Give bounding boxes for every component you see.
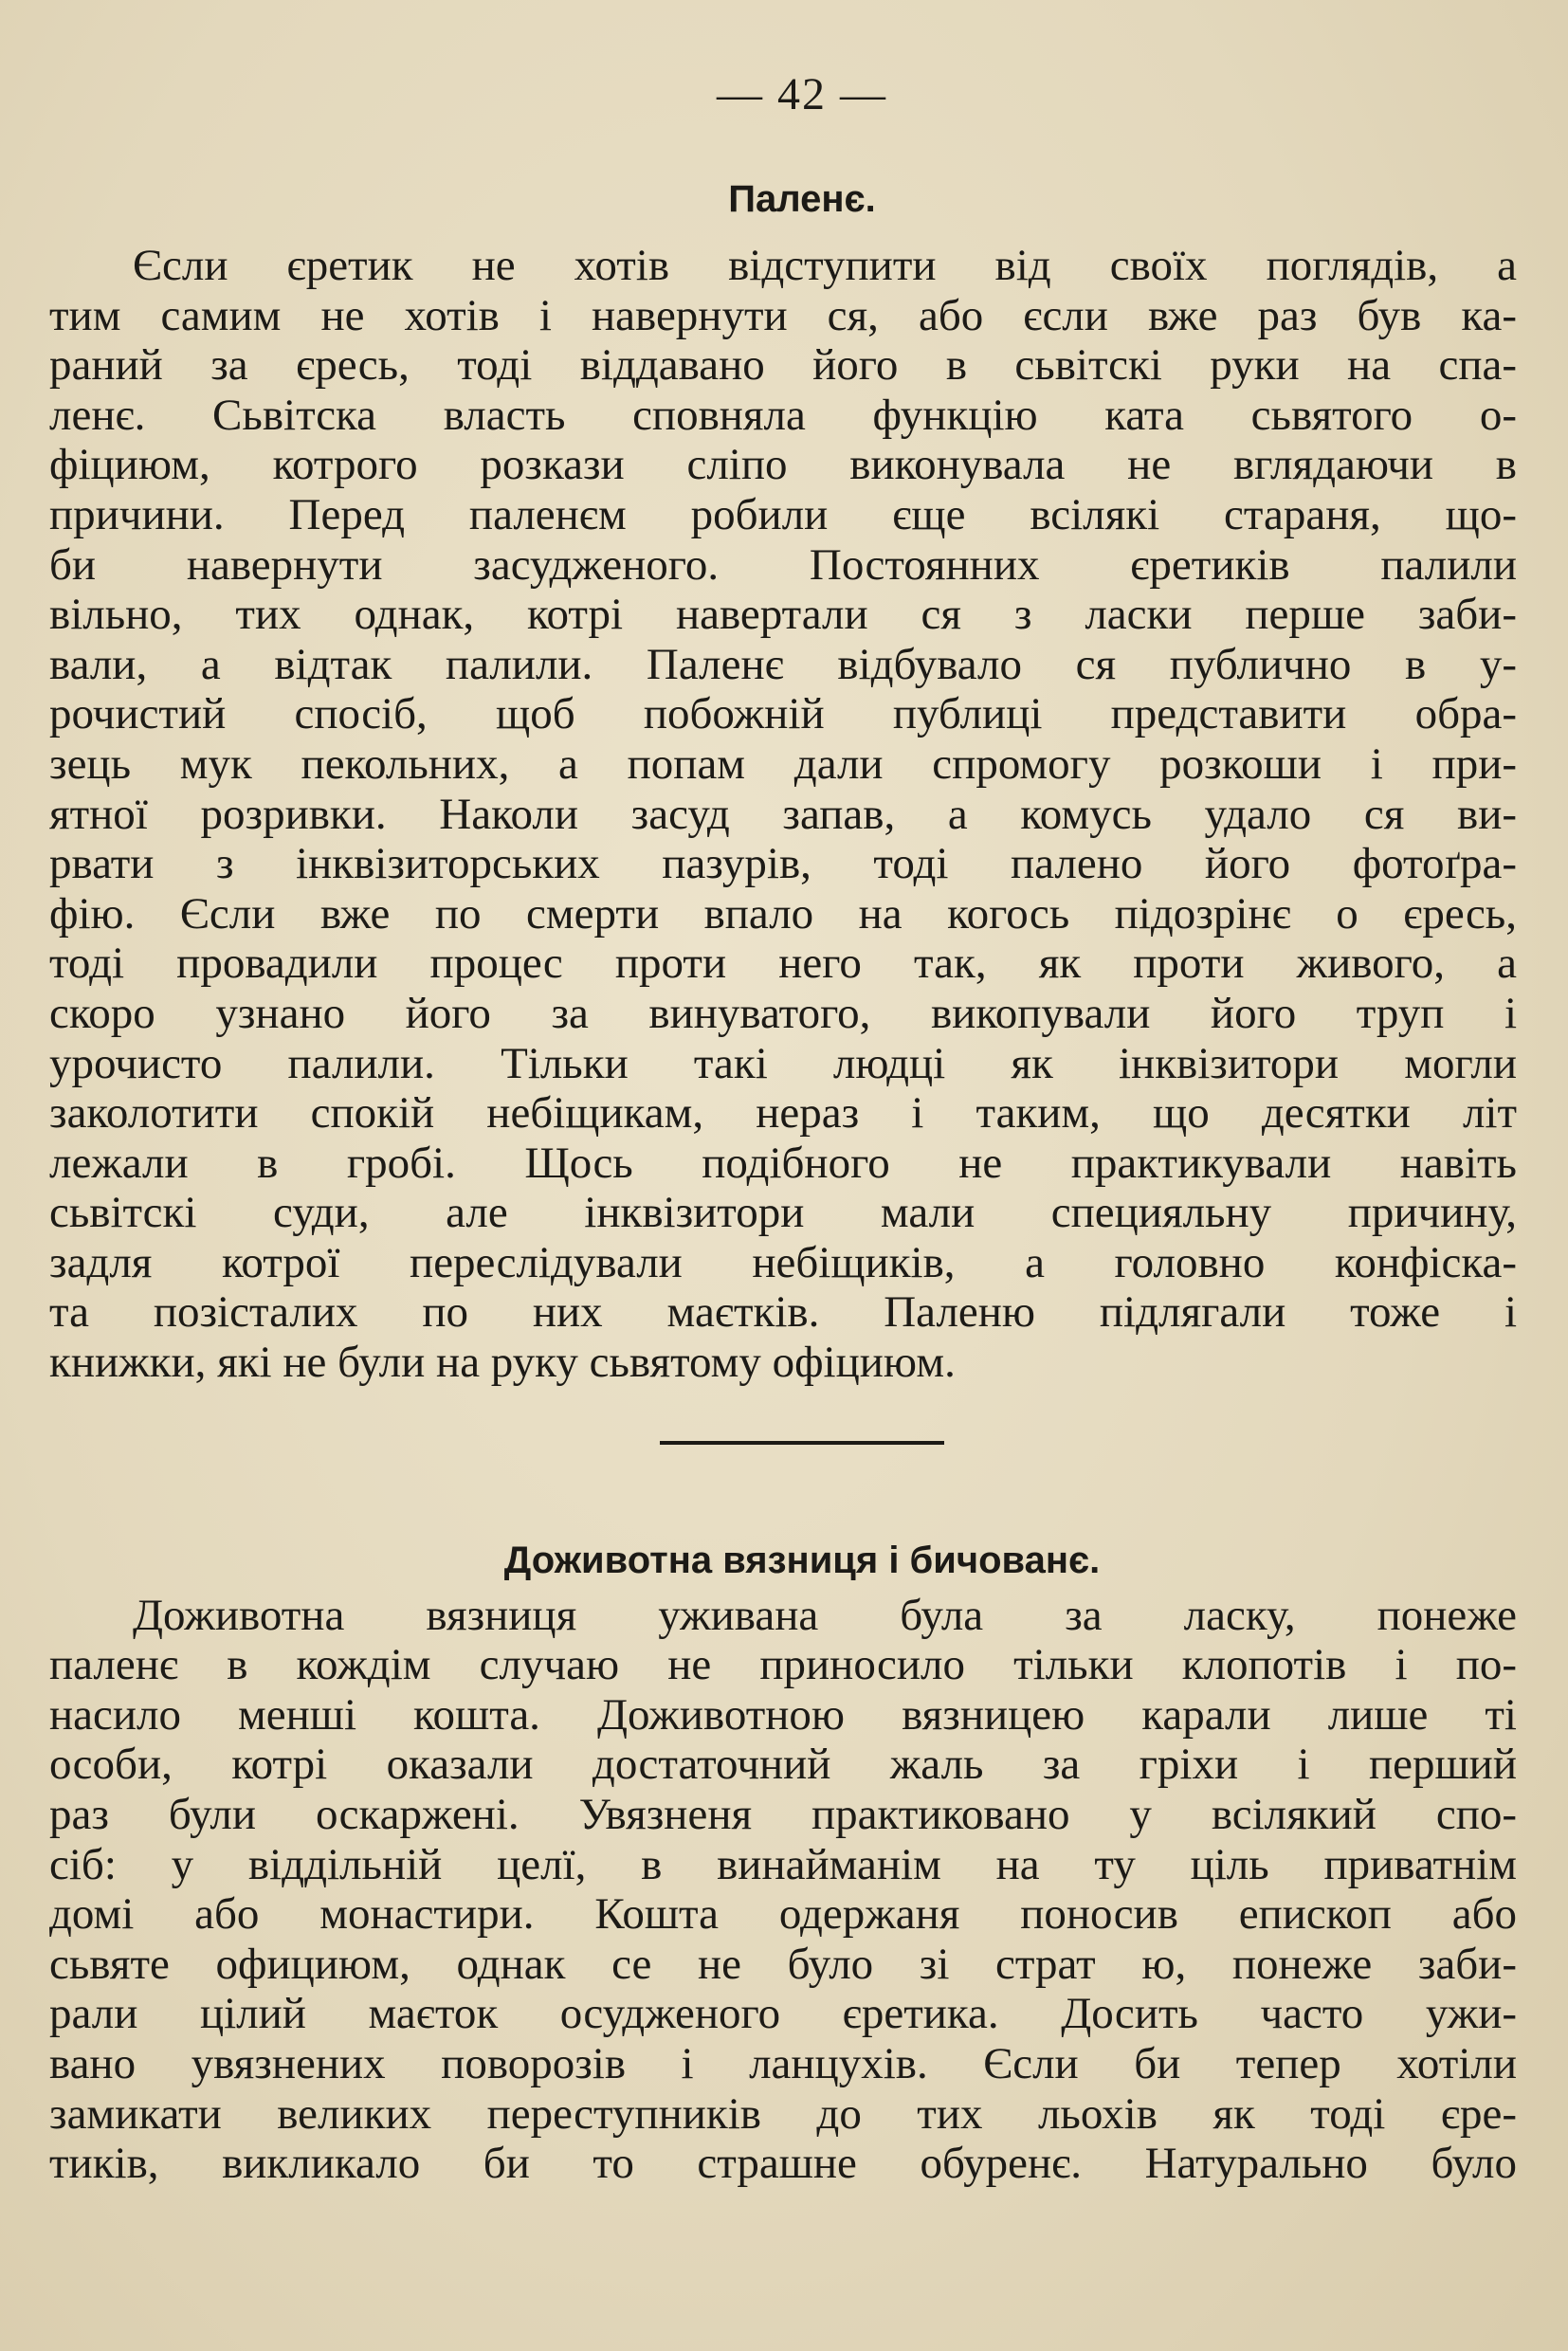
text-line: насило менші кошта. Доживотною вязницею карали лише ті [49, 1689, 1517, 1740]
text-line: сьвяте официюм, однак се не було зі страт ю, понеже заби- [49, 1939, 1517, 1989]
text-line: тиків, викликало би то страшне обуренє. Натурально було [49, 2139, 1517, 2189]
text-line: заколотити спокій небіщикам, нераз і таким, що десятки літ [49, 1088, 1517, 1139]
text-line: сьвітскі суди, але інквізитори мали специяльну причину, [49, 1188, 1517, 1238]
text-line: раз були оскаржені. Увязненя практиковано у всілякий спо- [49, 1790, 1517, 1840]
text-line: вільно, тих однак, котрі навертали ся з ласки перше заби- [49, 590, 1517, 640]
text-line: домі або монастири. Кошта одержаня поносив епископ або [49, 1889, 1517, 1940]
text-line: фію. Єсли вже по смерти впало на когось підозрінє о єресь, [49, 888, 1517, 939]
section-divider [660, 1441, 944, 1445]
section-heading-burning: Паленє. [728, 178, 876, 220]
text-line: замикати великих переступників до тих льохів як тоді єре- [49, 2088, 1517, 2139]
text-line: би навернути засудженого. Постоянних єретиків палили [49, 539, 1517, 590]
text-line: рали цілий маєток осудженого єретика. Досить часто ужи- [49, 1989, 1517, 2039]
text-line: скоро узнано його за винуватого, викопували його труп і [49, 988, 1517, 1038]
page-number: — 42 — [717, 69, 887, 119]
text-line: лежали в гробі. Щось подібного не практикували навіть [49, 1138, 1517, 1188]
paragraph-burning [49, 241, 1517, 1388]
text-line: тим самим не хотів і навернути ся, або єсли вже раз був ка- [49, 290, 1517, 340]
paragraph-imprisonment [49, 1591, 1517, 2189]
text-line: вали, а відтак палили. Паленє відбувало ся публично в у- [49, 639, 1517, 689]
text-line: вано увязнених поворозів і ланцухів. Єсли би тепер хотіли [49, 2039, 1517, 2088]
text-line: паленє в кождім случаю не приносило тільки клопотів і по- [49, 1640, 1517, 1690]
text-line: рочистий спосіб, щоб побожній публиці представити обра- [49, 689, 1517, 739]
text-line: раний за єресь, тоді віддавано його в сьвітскі руки на спа- [49, 340, 1517, 391]
text-line: сіб: у віддільній целї, в винайманім на ту ціль приватнім [49, 1839, 1517, 1889]
text-line: рвати з інквізиторських пазурів, тоді палено його фотоґра- [49, 839, 1517, 889]
section-heading-imprisonment: Доживотна вязниця і бичованє. [503, 1539, 1101, 1581]
text-line: фіциюм, котрого розкази сліпо виконувала не вглядаючи в [49, 440, 1517, 490]
text-line: Єсли єретик не хотів відступити від своїх поглядів, а [133, 241, 1517, 290]
text-line: та позісталих по них маєтків. Паленю підлягали тоже і [49, 1287, 1517, 1338]
text-line: ятної розривки. Наколи засуд запав, а комусь удало ся ви- [49, 789, 1517, 839]
text-line: тоді провадили процес проти него так, як проти живого, а [49, 939, 1517, 989]
text-line: урочисто палили. Тільки такі людці як інквізитори могли [49, 1038, 1517, 1088]
text-line: задля котрої переслідували небіщиків, а головно конфіска- [49, 1237, 1517, 1287]
text-line: ленє. Сьвітска власть сповняла функцію ката сьвятого о- [49, 390, 1517, 440]
text-line: причини. Перед паленєм робили єще всілякі стараня, що- [49, 489, 1517, 539]
text-line: Доживотна вязниця уживана була за ласку, понеже [133, 1590, 1517, 1640]
text-line: зець мук пекольних, а попам дали спромогу розкоши і при- [49, 738, 1517, 789]
text-line: книжки, які не були на руку сьвятому офіциюм. [49, 1338, 956, 1388]
text-line: особи, котрі оказали достаточний жаль за гріхи і перший [49, 1740, 1517, 1790]
book-page [49, 66, 1517, 2189]
